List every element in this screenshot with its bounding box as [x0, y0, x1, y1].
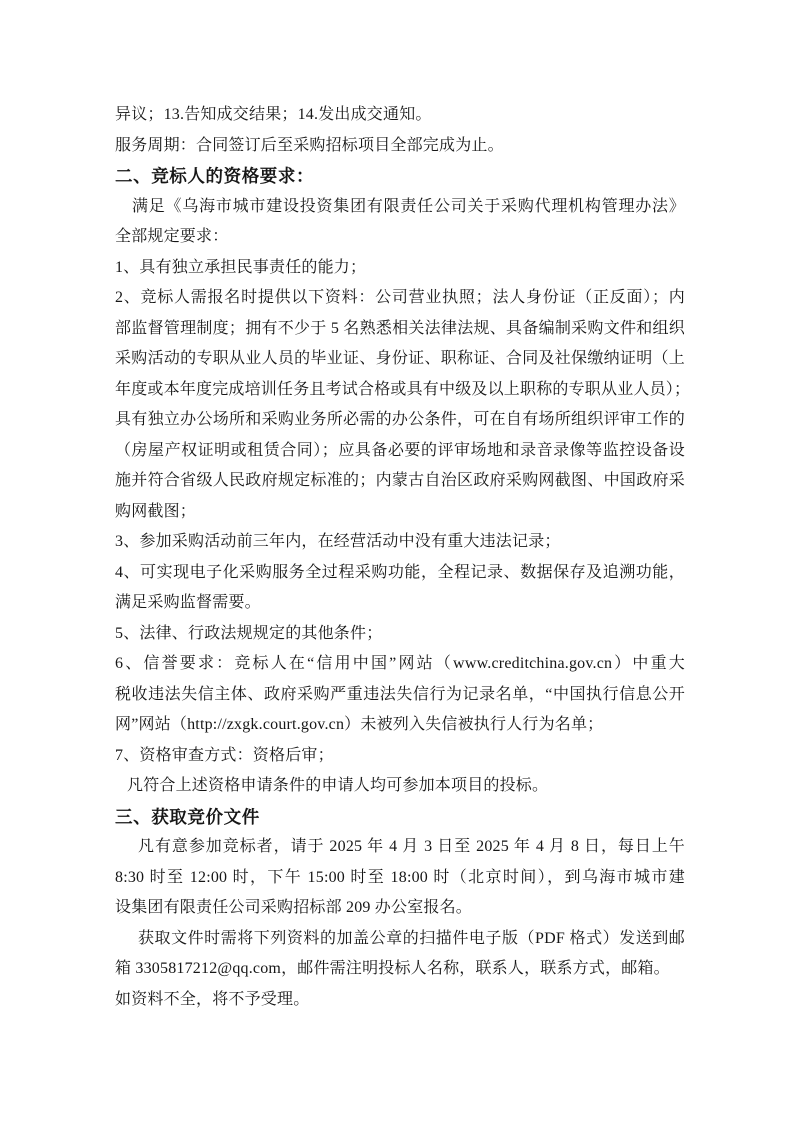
document-text-block: [115, 100, 691, 1015]
requirement-7: 7、资格审查方式：资格后审；: [115, 746, 334, 764]
obtain-file-line-1: 凡有意参加竞标者，请于 2025 年 4 月 3 日至 2025 年 4 月 8 日，每日上午: [138, 838, 685, 855]
requirements-intro-line-1: 满足《乌海市城市建设投资集团有限责任公司关于采购代理机构管理办法》: [132, 197, 685, 215]
obtain-file-line-2: 8:30 时至 12:00 时，下午 15:00 时至 18:00 时（北京时间），到乌海市城市建: [115, 868, 685, 886]
obtain-file-line-3: 设集团有限责任公司采购招标部 209 办公室报名。: [115, 899, 473, 916]
requirement-2-line-3: 采购活动的专职从业人员的毕业证、身份证、职称证、合同及社保缴纳证明（上: [115, 350, 685, 367]
service-period-line: 服务周期：合同签订后至采购招标项目全部完成为止。: [115, 136, 504, 154]
requirement-6-line-2: 税收违法失信主体、政府采购严重违法失信行为记录名单，“中国执行信息公开: [115, 685, 685, 703]
requirement-4-line-1: 4、可实现电子化采购服务全过程采购功能，全程记录、数据保存及追溯功能，: [115, 563, 685, 581]
requirement-6-line-1: 6、信誉要求：竞标人在“信用中国”网站（www.creditchina.gov.cn）中重大: [115, 655, 685, 672]
requirement-2-line-4: 年度或本年度完成培训任务且考试合格或具有中级及以上职称的专职从业人员）；: [115, 380, 691, 398]
requirement-1: 1、具有独立承担民事责任的能力；: [115, 258, 367, 276]
section-3-heading: 三、获取竞价文件: [115, 806, 260, 827]
incomplete-material-note: 如资料不全，将不予受理。: [115, 990, 310, 1008]
eligibility-note: 凡符合上述资格申请条件的申请人均可参加本项目的投标。: [127, 777, 549, 794]
requirement-3: 3、参加采购活动前三年内，在经营活动中没有重大违法记录；: [115, 533, 561, 550]
email-instruction-line-1: 获取文件时需将下列资料的加盖公章的扫描件电子版（PDF 格式）发送到邮: [138, 929, 685, 947]
requirements-intro-line-2: 全部规定要求：: [115, 228, 229, 245]
requirement-2-line-2: 部监督管理制度；拥有不少于 5 名熟悉相关法律法规、具备编制采购文件和组织: [115, 319, 685, 337]
requirement-2-line-1: 2、竞标人需报名时提供以下资料：公司营业执照；法人身份证（正反面）；内: [115, 289, 685, 306]
requirement-2-line-6: （房屋产权证明或租赁合同）；应具备必要的评审场地和录音录像等监控设备设: [115, 441, 685, 459]
requirement-5: 5、法律、行政法规规定的其他条件；: [115, 624, 383, 642]
prev-paragraph-continuation: 异议；13.告知成交结果；14.发出成交通知。: [115, 106, 432, 123]
section-2-heading: 二、竞标人的资格要求：: [115, 166, 315, 186]
requirement-2-line-5: 具有独立办公场所和采购业务所必需的办公条件，可在自有场所组织评审工作的: [115, 411, 685, 428]
email-instruction-line-2: 箱 3305817212@qq.com，邮件需注明投标人名称，联系人，联系方式，邮箱。: [115, 960, 670, 977]
requirement-2-line-7: 施并符合省级人民政府规定标准的；内蒙古自治区政府采购网截图、中国政府采: [115, 472, 685, 489]
requirement-2-line-8: 购网截图；: [115, 502, 197, 520]
requirement-4-line-2: 满足采购监督需要。: [115, 594, 261, 611]
requirement-6-line-3: 网”网站（http://zxgk.court.gov.cn）未被列入失信被执行人行为名单；: [115, 716, 604, 733]
